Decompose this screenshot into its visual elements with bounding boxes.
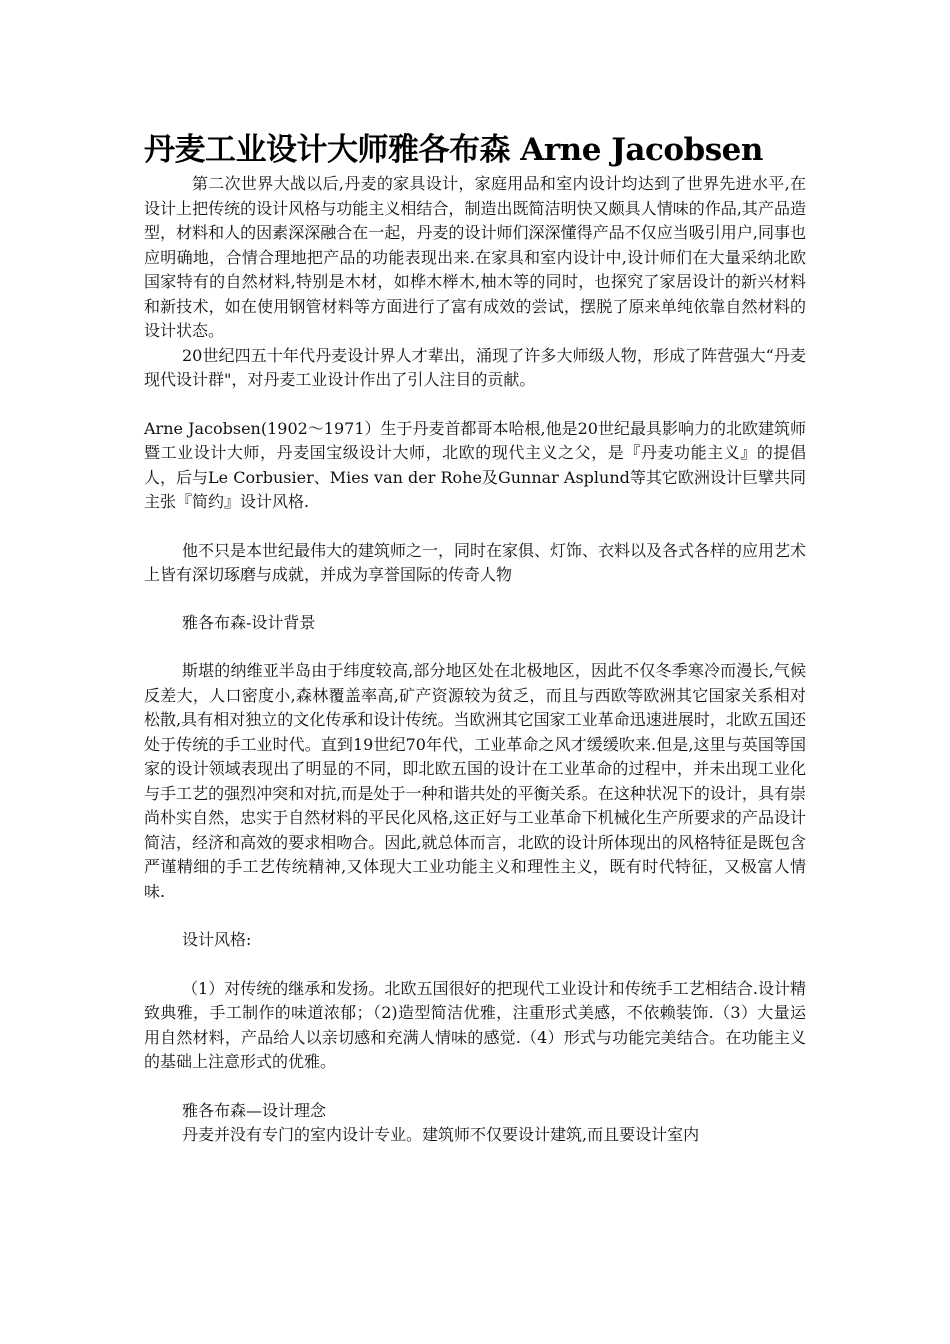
paragraph-nordic-background: 斯堪的纳维亚半岛由于纬度较高,部分地区处在北极地区，因此不仅冬季寒冷而漫长,气候反差大，人口密度小,森林覆盖率高,矿产资源较为贫乏，而且与西欧等欧洲其它国家关系相对松散,具有相对独立的文化传承和设计传统。当欧洲其它国家工业革命迅速进展时，北欧五国还处于传统的手工业时代。直到19世纪70年代，工业革命之风才缓缓吹来.但是,这里与英国等国家的设计领域表现出了明显的不同，即北欧五国的设计在工业革命的过程中，并未出现工业化与手工艺的强烈冲突和对抗,而是处于一种和谐共处的平衡关系。在这种状况下的设计，具有崇尚朴实自然，忠实于自然材料的平民化风格,这正好与工业革命下机械化生产所要求的产品设计简洁，经济和高效的要求相吻合。因此,就总体而言，北欧的设计所体现出的风格特征是既包含严谨精细的手工艺传统精神,又体现大工业功能主义和理性主义，既有时代特征，又极富人情味. (144, 661, 806, 901)
document-title: 丹麦工业设计大师雅各布森 Arne Jacobsen (144, 132, 763, 168)
section-heading-philosophy: 雅各布森—设计理念 (182, 1100, 327, 1120)
section-heading-style: 设计风格: (182, 930, 252, 949)
paragraph-jacobsen-achievements: 他不只是本世纪最伟大的建筑师之一，同时在家俱、灯饰、衣料以及各式各样的应用艺术上皆有深切琢磨与成就，并成为享誉国际的传奇人物 (144, 540, 807, 584)
section-heading-background: 雅各布森-设计背景 (182, 612, 316, 632)
paragraph-philosophy-start: 丹麦并没有专门的室内设计专业。建筑师不仅要设计建筑,而且要设计室内 (182, 1125, 700, 1144)
document-body (144, 128, 806, 1148)
paragraph-style-points: （1）对传统的继承和发扬。北欧五国很好的把现代工业设计和传统手工艺相结合.设计精致典雅，手工制作的味道浓郁；（2)造型简洁优雅，注重形式美感，不依赖装饰.（3）大量运用自然材料，产品给人以亲切感和充满人情味的感觉.（4）形式与功能完美结合。在功能主义的基础上注意形式的优雅。 (144, 978, 806, 1071)
paragraph-jacobsen-intro: Arne Jacobsen(1902～1971）生于丹麦首都哥本哈根,他是20世纪最具影响力的北欧建筑师暨工业设计大师，丹麦国宝级设计大师，北欧的现代主义之父，是『丹麦功能主义』的提倡人，后与Le Corbusier、Mies van der Rohe及Gunnar Asplund等其它欧洲设计巨擘共同主张『简约』设计风格. (144, 418, 806, 511)
paragraph-postwar-design: 第二次世界大战以后,丹麦的家具设计，家庭用品和室内设计均达到了世界先进水平,在设计上把传统的设计风格与功能主义相结合，制造出既简洁明快又颇具人情味的作品,其产品造型，材料和人的因素深深融合在一起，丹麦的设计师们深深懂得产品不仅应当吸引用户,同事也应明确地，合情合理地把产品的功能表现出来.在家具和室内设计中,设计师们在大量采纳北欧国家特有的自然材料,特别是木材，如桦木榉木,柚木等的同时，也探究了家居设计的新兴材料和新技术，如在使用钢管材料等方面进行了富有成效的尝试，摆脱了原来单纯依靠自然材料的设计状态。 (144, 174, 806, 340)
paragraph-design-group: 20世纪四五十年代丹麦设计界人才辈出，涌现了许多大师级人物，形成了阵营强大“丹麦现代设计群"，对丹麦工业设计作出了引人注目的贡献。 (144, 345, 806, 389)
